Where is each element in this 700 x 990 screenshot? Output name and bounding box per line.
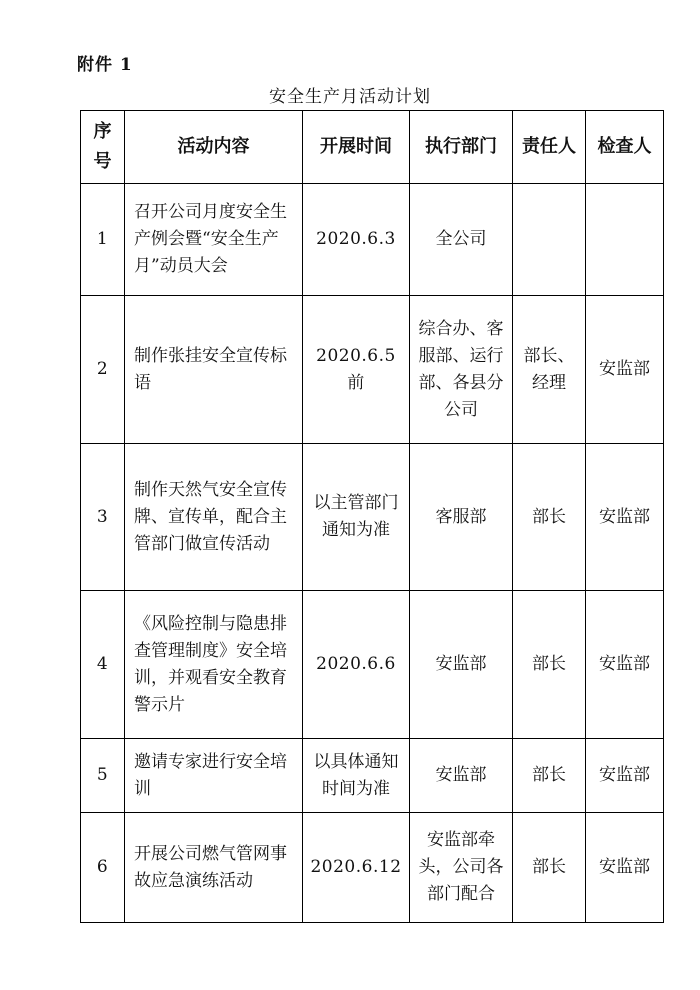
row-owner: 部长 (513, 739, 586, 813)
row-time: 2020.6.3 (303, 184, 410, 296)
table-row (81, 813, 664, 923)
table-row (81, 296, 664, 444)
row-content: 制作张挂安全宣传标语 (125, 296, 303, 444)
row-dept: 客服部 (410, 444, 513, 591)
row-content: 《风险控制与隐患排查管理制度》安全培训，并观看安全教育警示片 (125, 591, 303, 739)
row-owner (513, 184, 586, 296)
row-dept: 安监部 (410, 739, 513, 813)
row-owner: 部长 (513, 813, 586, 923)
attachment-label: 附件 1 (77, 55, 133, 75)
row-seq: 1 (81, 184, 125, 296)
table-header-row (81, 111, 664, 184)
row-content: 召开公司月度安全生产例会暨“安全生产月”动员大会 (125, 184, 303, 296)
row-content: 邀请专家进行安全培训 (125, 739, 303, 813)
table-row (81, 591, 664, 739)
row-seq: 6 (81, 813, 125, 923)
header-seq: 序号 (81, 111, 125, 184)
row-time: 以具体通知时间为准 (303, 739, 410, 813)
row-inspector (586, 184, 664, 296)
row-time: 2020.6.6 (303, 591, 410, 739)
row-inspector: 安监部 (586, 739, 664, 813)
row-content: 开展公司燃气管网事故应急演练活动 (125, 813, 303, 923)
row-inspector: 安监部 (586, 813, 664, 923)
row-owner: 部长、经理 (513, 296, 586, 444)
table-row (81, 444, 664, 591)
row-dept: 安监部牵头，公司各部门配合 (410, 813, 513, 923)
row-inspector: 安监部 (586, 444, 664, 591)
document-title: 安全生产月活动计划 (269, 87, 431, 107)
row-time: 2020.6.5前 (303, 296, 410, 444)
table-row (81, 739, 664, 813)
row-seq: 3 (81, 444, 125, 591)
row-dept: 综合办、客服部、运行部、各县分公司 (410, 296, 513, 444)
row-seq: 5 (81, 739, 125, 813)
row-seq: 2 (81, 296, 125, 444)
header-content: 活动内容 (125, 111, 303, 184)
header-inspector: 检查人 (586, 111, 664, 184)
activity-plan-table (80, 110, 664, 923)
row-inspector: 安监部 (586, 591, 664, 739)
header-dept: 执行部门 (410, 111, 513, 184)
row-time: 以主管部门通知为准 (303, 444, 410, 591)
row-content: 制作天然气安全宣传牌、宣传单，配合主管部门做宣传活动 (125, 444, 303, 591)
row-inspector: 安监部 (586, 296, 664, 444)
row-owner: 部长 (513, 591, 586, 739)
table-row (81, 184, 664, 296)
row-seq: 4 (81, 591, 125, 739)
row-dept: 全公司 (410, 184, 513, 296)
header-owner: 责任人 (513, 111, 586, 184)
row-time: 2020.6.12 (303, 813, 410, 923)
row-owner: 部长 (513, 444, 586, 591)
row-dept: 安监部 (410, 591, 513, 739)
header-time: 开展时间 (303, 111, 410, 184)
